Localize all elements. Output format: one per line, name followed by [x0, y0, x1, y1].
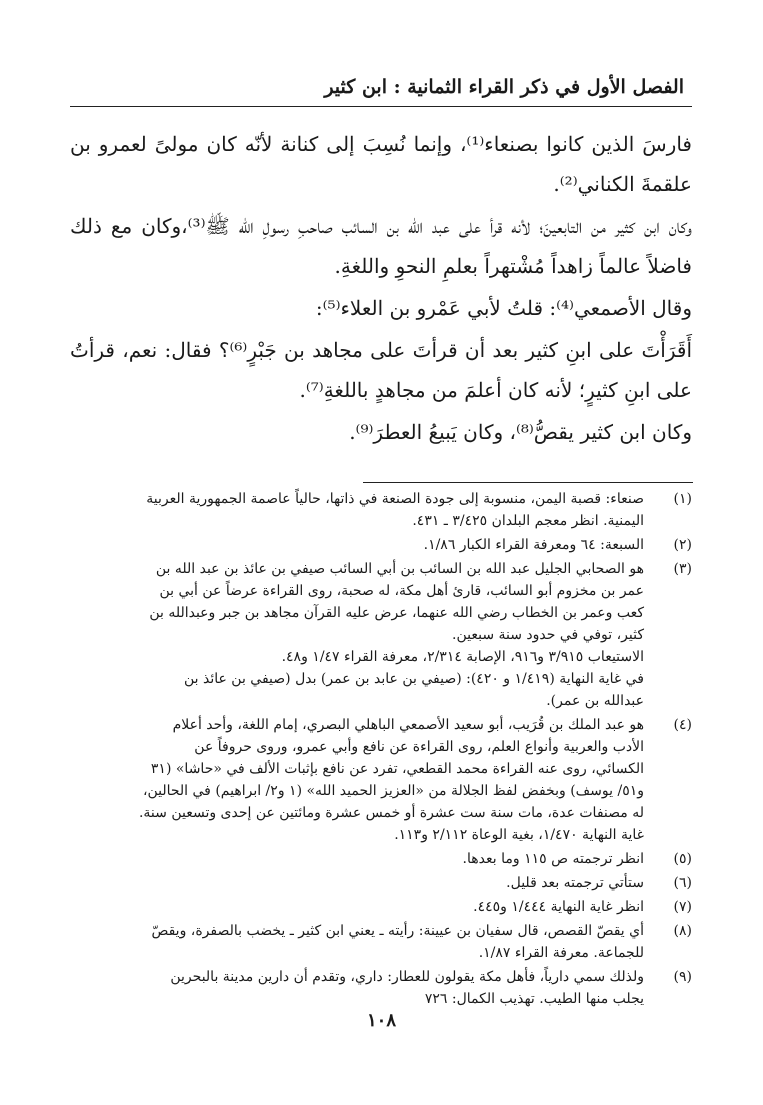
running-header — [70, 72, 692, 112]
footnote-number: (٢) — [673, 537, 692, 553]
footnote-line: كعب وعمر بن الخطاب رضي الله عنهما، عرض عليه القرآن مجاهد بن جبر وعبدالله بن — [149, 605, 644, 621]
footnote-line: انظر ترجمته ص ١١٥ وما بعدها. — [462, 851, 644, 867]
footnote — [70, 872, 692, 894]
footnote-line: يجلب منها الطيب. تهذيب الكمال: ٧٢٦ — [424, 991, 644, 1007]
footnote-line: له مصنفات عدة، مات سنة ست عشرة أو خمس عشرة ومائتين عن إحدى وتسعين سنة. — [138, 805, 644, 821]
main-text — [70, 124, 692, 454]
footnote-line: اليمنية. انظر معجم البلدان ٣/٤٢٥ ـ ٤٣١. — [412, 513, 644, 529]
footnote-line: و٥١/ يوسف) وبخفض لفظ الجلالة من «العزيز الحميد الله» (١ و٢/ ابراهيم) في الحالين، — [142, 783, 644, 799]
page-number: ١٠٨ — [366, 1010, 396, 1031]
footnote — [70, 714, 692, 846]
paragraph: أَقَرَأْتَ على ابنِ كثير بعد أن قرأتَ على مجاهد بن جَبْرٍ⁽⁶⁾؟ فقال: نعم، قرأتُ على ابنِ كثيرٍ؛ لأنه كان أعلمَ من مجاهدٍ باللغةِ⁽⁷⁾. — [70, 338, 692, 402]
footnote — [70, 848, 692, 870]
footnote-number: (٣) — [673, 561, 692, 577]
footnote — [70, 920, 692, 964]
footnote-line: غاية النهاية ١/٤٧٠، بغية الوعاة ٢/١١٢ و١١٣. — [394, 827, 644, 843]
footnote-line: في غاية النهاية (١/٤١٩ و ٤٢٠): (صيفي بن عابد بن عمر) بدل (صيفي بن عائذ بن — [183, 671, 644, 687]
footnote-line: كثير، توفي في حدود سنة سبعين. — [452, 627, 644, 643]
footnote-line: ولذلك سمي دارياً، فأهل مكة يقولون للعطار: داري، وتقدم أن دارين مدينة بالبحرين — [170, 969, 644, 985]
footnote-line: الاستيعاب ٣/٩١٥ و٩١٦، الإصابة ٢/٣١٤، معرفة القراء ١/٤٧ و٤٨. — [281, 649, 644, 665]
footnote-number: (٦) — [673, 875, 692, 891]
paragraph: وكان ابن كثير يقصُّ⁽⁸⁾، وكان يَبيعُ العطرَ⁽⁹⁾. — [349, 420, 692, 444]
footnote-line: انظر غاية النهاية ١/٤٤٤ و٤٤٥. — [473, 899, 644, 915]
footnote-line: عمر بن مخزوم أبو السائب، قارئ أهل مكة، له صحبة، روى القراءة عرضاً عن أبي بن — [159, 583, 644, 599]
footnote-separator — [363, 482, 693, 483]
footnote-number: (٤) — [673, 717, 692, 733]
footnote — [70, 558, 692, 712]
footnote-line: هو الصحابي الجليل عبد الله بن السائب بن أبي السائب صيفي بن عائذ بن عبد الله بن — [155, 561, 644, 577]
footnote — [70, 966, 692, 1010]
header-title: الفصل الأول في ذكر القراء الثمانية : ابن كثير — [324, 76, 684, 98]
footnote — [70, 534, 692, 556]
header-rule — [70, 106, 692, 107]
footnote-number: (٨) — [673, 923, 692, 939]
footnote-number: (٩) — [673, 969, 692, 985]
footnote-line: الأدب والعربية وأنواع العلم، روى القراءة عن نافع وأبي عمرو، وروى حروفاً عن — [194, 739, 644, 755]
paragraph: وكان ابن كثير من التابعينَ؛ لأنه قرأ على عبد الله بن السائب صاحبِ رسولِ الله ﷺ⁽³⁾،وكان مع ذلك فاضلاً عالماً زاهداً مُشْتهراً بعلمِ النحوِ واللغةِ. — [70, 214, 692, 278]
footnote-line: للجماعة. معرفة القراء ١/٨٧. — [478, 945, 644, 961]
footnote-line: صنعاء: قصبة اليمن، منسوبة إلى جودة الصنعة في ذاتها، حالياً عاصمة الجمهورية العربية — [146, 491, 644, 507]
footnote-line: السبعة: ٦٤ ومعرفة القراء الكبار ١/٨٦. — [423, 537, 644, 553]
footnote-line: عبدالله بن عمر). — [546, 693, 644, 709]
paragraph: وقال الأصمعي⁽⁴⁾: قلتُ لأبي عَمْرو بن العلاء⁽⁵⁾: — [315, 296, 692, 320]
footnote — [70, 896, 692, 918]
footnote-number: (٥) — [673, 851, 692, 867]
paragraph: فارسَ الذين كانوا بصنعاء⁽¹⁾، وإنما نُسِبَ إلى كنانة لأنّه كان مولىً لعمرو بن علقمةَ الكناني⁽²⁾. — [70, 132, 692, 196]
footnote-line: هو عبد الملك بن قُرَيب، أبو سعيد الأصمعي الباهلي البصري، إمام اللغة، وأحد أعلام — [172, 717, 644, 733]
footnote-number: (١) — [673, 491, 692, 507]
footnote-number: (٧) — [673, 899, 692, 915]
footnotes — [70, 488, 692, 1012]
footnote — [70, 488, 692, 532]
footnote-line: أي يقصّ القصص، قال سفيان بن عيينة: رأيته ـ يعني ابن كثير ـ يخضب بالصفرة، ويقصّ — [151, 923, 644, 939]
footnote-line: ستأتي ترجمته بعد قليل. — [506, 875, 644, 891]
footnote-line: الكسائي، روى عنه القراءة محمد القطعي، تفرد عن نافع بإثبات الألف في «حاشا» (٣١ — [150, 761, 644, 777]
